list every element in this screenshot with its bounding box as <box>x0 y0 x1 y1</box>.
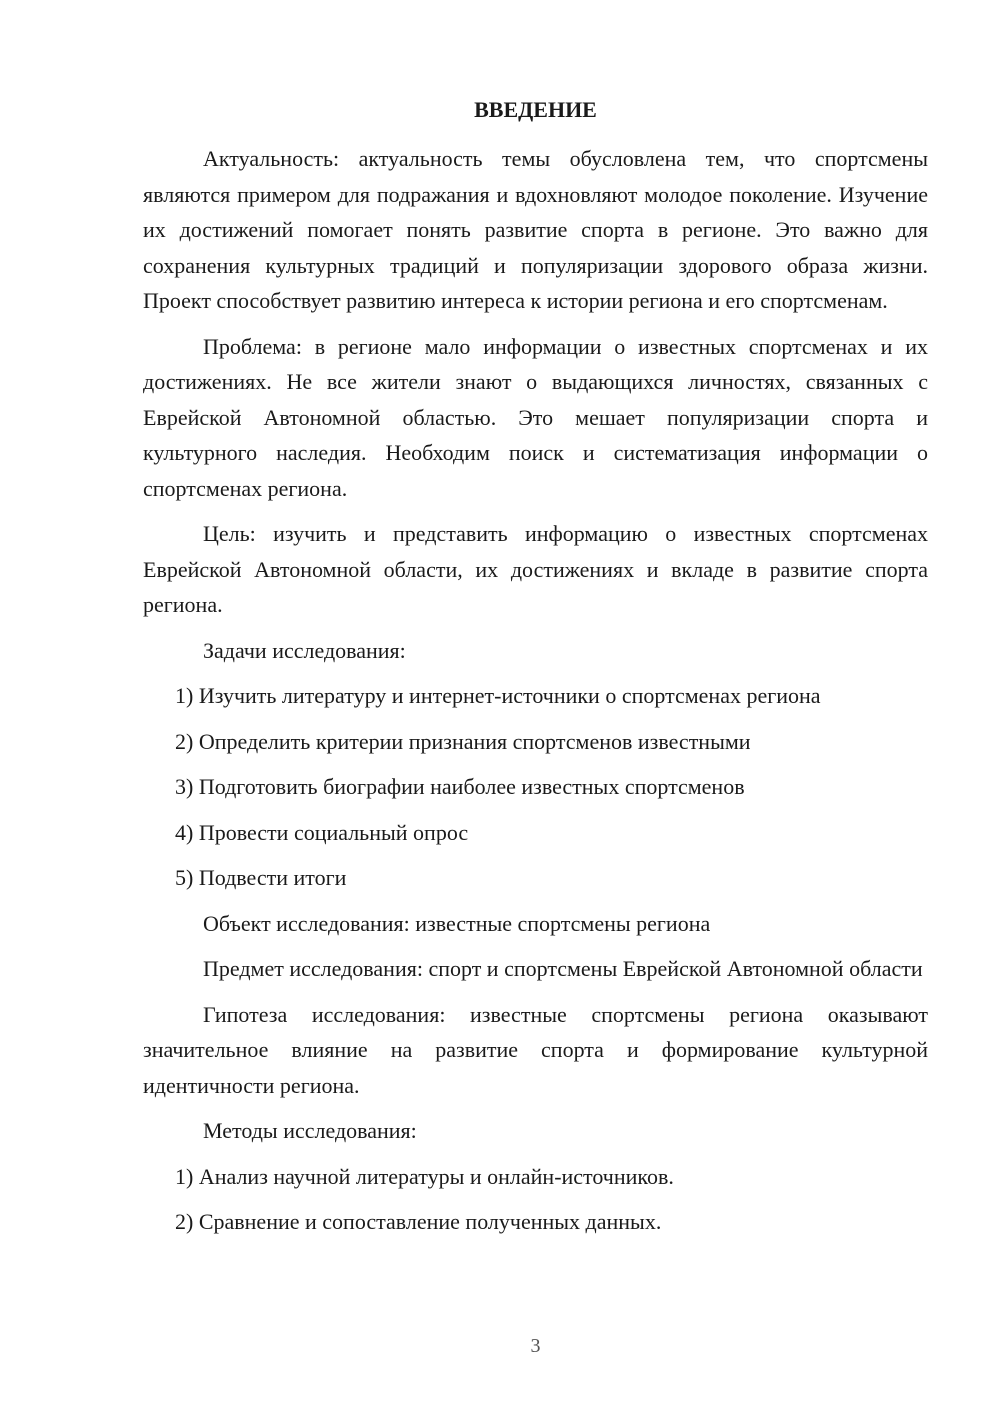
paragraph-problem: Проблема: в регионе мало информации о известных спортсменах и их достижениях. Не все жители знают о выдающихся личностях, связанных с Еврейской Автономной областью. Это мешает популяризации спорта и культурного наследия. Необходим поиск и систематизация информации о спортсменах региона. <box>143 333 928 501</box>
paragraph-object: Объект исследования: известные спортсмены региона <box>203 910 711 936</box>
task-item-2: 2) Определить критерии признания спортсменов известными <box>175 728 751 754</box>
task-item-3: 3) Подготовить биографии наиболее известных спортсменов <box>175 774 745 799</box>
tasks-heading: Задачи исследования: <box>203 637 406 663</box>
methods-heading: Методы исследования: <box>203 1118 417 1143</box>
page-title: ВВЕДЕНИЕ <box>474 97 597 122</box>
document-body <box>143 141 928 1250</box>
task-item-5: 5) Подвести итоги <box>175 865 347 890</box>
page-number: 3 <box>530 1335 541 1357</box>
paragraph-subject: Предмет исследования: спорт и спортсмены Еврейской Автономной области <box>203 956 923 981</box>
task-item-1: 1) Изучить литературу и интернет-источники о спортсменах региона <box>175 683 821 708</box>
paragraph-relevance: Актуальность: актуальность темы обусловлена тем, что спортсмены являются примером для подражания и вдохновляют молодое поколение. Изучение их достижений помогает понять развитие спорта в регионе. Это важно для сохранения культурных традиций и популяризации здорового образа жизни. Проект способствует развитию интереса к истории региона и его спортсменам. <box>143 146 928 313</box>
method-item-2: 2) Сравнение и сопоставление полученных данных. <box>175 1209 662 1234</box>
paragraph-hypothesis: Гипотеза исследования: известные спортсмены региона оказывают значительное влияние на развитие спорта и формирование культурной идентичности региона. <box>143 1001 928 1098</box>
method-item-1: 1) Анализ научной литературы и онлайн-источников. <box>175 1163 674 1189</box>
task-item-4: 4) Провести социальный опрос <box>175 819 469 845</box>
document-page <box>143 0 928 1414</box>
paragraph-goal: Цель: изучить и представить информацию о известных спортсменах Еврейской Автономной области, их достижениях и вкладе в развитие спорта региона. <box>143 521 928 617</box>
